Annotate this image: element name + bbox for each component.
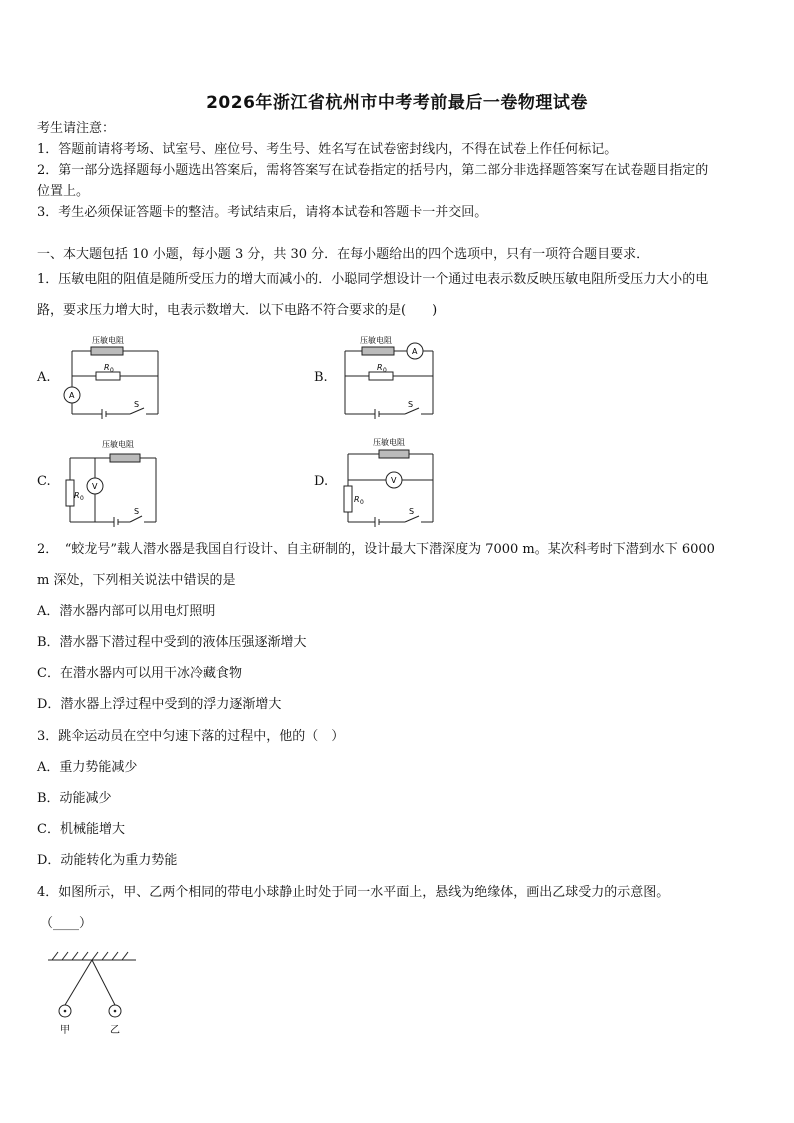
section-heading: 一、本大题包括 10 小题，每小题 3 分，共 30 分．在每小题给出的四个选项中，只有一项符合题目要求． <box>37 247 650 262</box>
switch-label: S <box>134 507 140 516</box>
r0-subscript: 0 <box>110 367 114 374</box>
notice-heading: 考生请注意： <box>37 121 116 136</box>
hanging-balls-diagram <box>40 945 150 1040</box>
q1-option-c[interactable]: C. <box>37 474 51 489</box>
ball-yi <box>114 1010 117 1013</box>
pressure-resistor-label: 压敏电阻 <box>373 438 405 447</box>
q3-option-d[interactable]: D．动能转化为重力势能 <box>37 853 178 868</box>
r0-subscript: 0 <box>360 499 364 506</box>
q2-option-c[interactable]: C．在潜水器内可以用干冰冷藏食物 <box>37 666 242 681</box>
q3-stem: 3．跳伞运动员在空中匀速下落的过程中，他的（ ） <box>37 729 345 744</box>
ammeter-icon: A <box>69 391 75 400</box>
q4-stem: 4．如图所示，甲、乙两个相同的带电小球静止时处于同一水平面上，悬线为绝缘体，画出乙球受力的示意图。 <box>37 885 670 900</box>
q2-stem-line1: 2． “蛟龙号”载人潜水器是我国自行设计、自主研制的，设计最大下潜深度为 7000 m。某次科考时下潜到水下 6000 <box>37 542 715 557</box>
pressure-resistor-label: 压敏电阻 <box>360 336 392 345</box>
ball-jia-label: 甲 <box>60 1025 70 1036</box>
voltmeter-icon: V <box>391 476 397 485</box>
r0-subscript: 0 <box>80 495 84 502</box>
q1-stem-line2: 路，要求压力增大时，电表示数增大．以下电路不符合要求的是( ) <box>37 303 438 318</box>
q2-option-a[interactable]: A．潜水器内部可以用电灯照明 <box>37 604 216 619</box>
notice-item-3: 3．考生必须保证答题卡的整洁。考试结束后，请将本试卷和答题卡一并交回。 <box>37 205 488 220</box>
notice-item-1: 1．答题前请将考场、试室号、座位号、考生号、姓名写在试卷密封线内，不得在试卷上作任何标记。 <box>37 142 618 157</box>
pressure-resistor-label: 压敏电阻 <box>102 440 134 449</box>
q2-option-d[interactable]: D．潜水器上浮过程中受到的浮力逐渐增大 <box>37 697 282 712</box>
q3-option-c[interactable]: C．机械能增大 <box>37 822 125 837</box>
r0-subscript: 0 <box>383 367 387 374</box>
page-title: 2026年浙江省杭州市中考考前最后一卷物理试卷 <box>206 93 588 113</box>
q1-option-b[interactable]: B. <box>314 370 328 385</box>
switch-label: S <box>409 507 415 516</box>
q2-stem-line2: m 深处，下列相关说法中错误的是 <box>37 573 236 588</box>
ball-jia <box>64 1010 67 1013</box>
ball-yi-label: 乙 <box>110 1025 120 1036</box>
q3-option-b[interactable]: B．动能减少 <box>37 791 112 806</box>
q1-stem-line1: 1．压敏电阻的阻值是随所受压力的增大而减小的．小聪同学想设计一个通过电表示数反映压敏电阻所受压力大小的电 <box>37 272 709 287</box>
switch-label: S <box>408 400 414 409</box>
notice-item-2: 2．第一部分选择题每小题选出答案后，需将答案写在试卷指定的括号内，第二部分非选择题答案写在试卷题目指定的 <box>37 163 709 178</box>
r0-label: R <box>377 363 383 372</box>
q2-option-b[interactable]: B．潜水器下潜过程中受到的液体压强逐渐增大 <box>37 635 307 650</box>
notice-item-2-cont: 位置上。 <box>37 184 90 199</box>
q3-option-a[interactable]: A．重力势能减少 <box>37 760 138 775</box>
q4-answer-blank[interactable]: （____） <box>40 916 93 931</box>
q1-option-d[interactable]: D. <box>314 474 329 489</box>
circuit-diagram-b <box>335 330 445 420</box>
r0-label: R <box>74 491 80 500</box>
r0-label: R <box>354 495 360 504</box>
switch-label: S <box>134 400 140 409</box>
q1-option-a[interactable]: A. <box>37 370 51 385</box>
ammeter-icon: A <box>412 347 418 356</box>
pressure-resistor-label: 压敏电阻 <box>92 336 124 345</box>
circuit-diagram-d <box>335 434 445 528</box>
r0-label: R <box>104 363 110 372</box>
circuit-diagram-a <box>58 330 168 420</box>
circuit-diagram-c <box>58 434 168 528</box>
voltmeter-icon: V <box>92 482 98 491</box>
